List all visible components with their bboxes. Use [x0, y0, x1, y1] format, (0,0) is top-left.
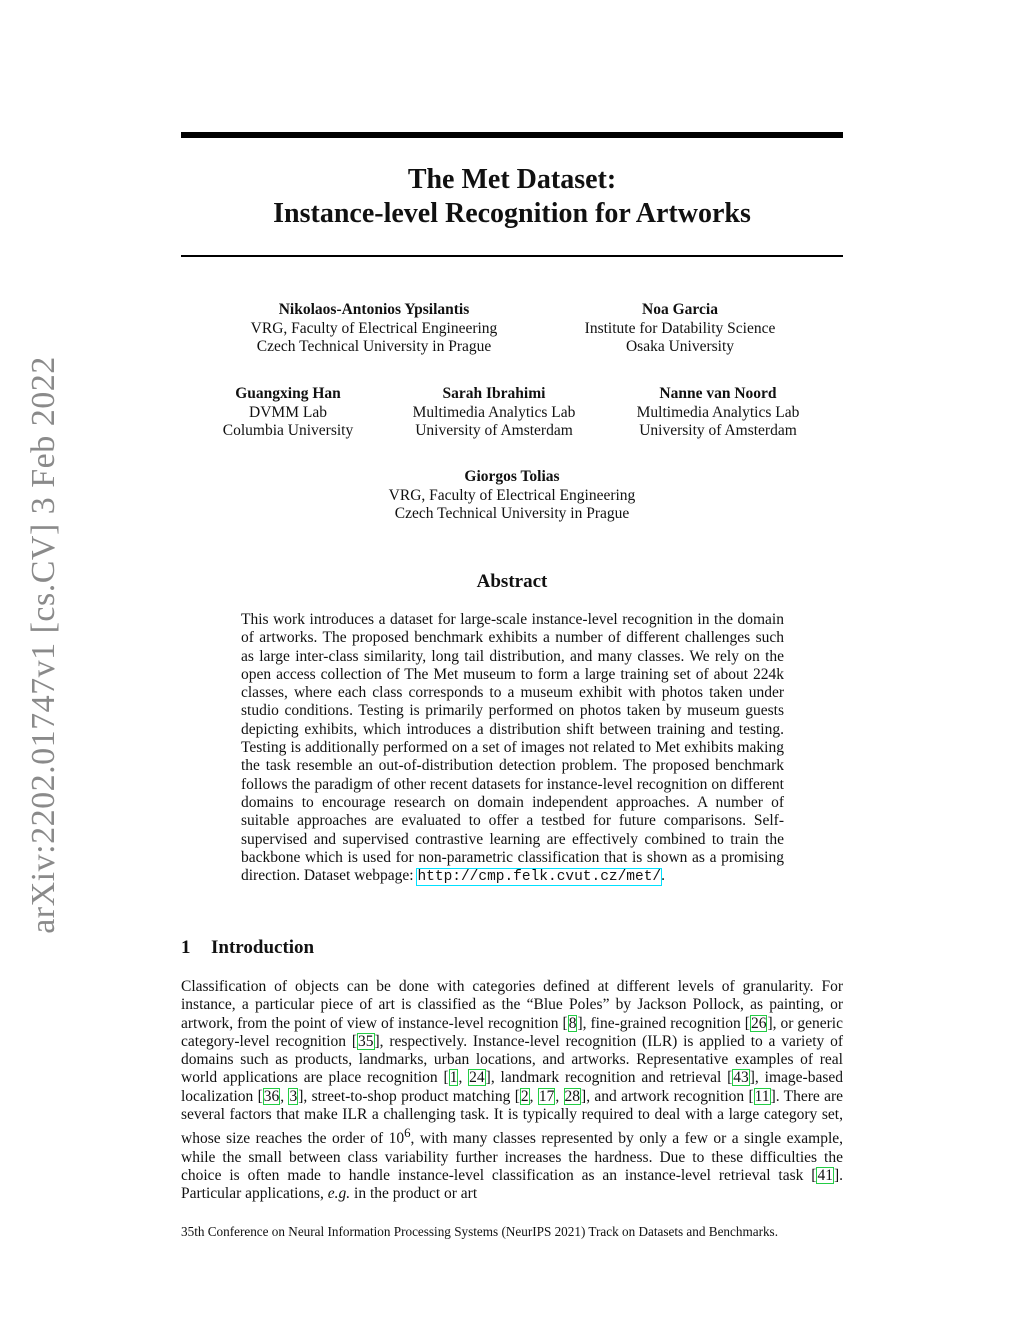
title-line-2: Instance-level Recognition for Artworks	[273, 198, 751, 229]
abstract-trail: .	[661, 867, 665, 885]
dataset-webpage-link[interactable]: http://cmp.felk.cvut.cz/met/	[417, 869, 662, 886]
citation-link[interactable]: 35	[358, 1032, 374, 1050]
intro-text: ]. There are several factors that make ILR a challenging task. It is typically required to deal with a large category set, whose size reaches the order of 10	[181, 1087, 844, 1148]
title-rule-top	[181, 132, 843, 138]
abstract-body	[241, 611, 784, 886]
intro-text: ], image-based localization [	[181, 1069, 843, 1105]
citation-link[interactable]: 41	[817, 1167, 833, 1185]
author-block	[637, 385, 800, 441]
abstract-heading: Abstract	[476, 571, 548, 592]
citation-link[interactable]: 43	[733, 1069, 749, 1087]
author-affiliation: VRG, Faculty of Electrical Engineering	[250, 319, 498, 337]
author-block	[251, 301, 498, 357]
author-block	[585, 301, 776, 357]
author-affiliation: Multimedia Analytics Lab	[636, 403, 800, 421]
citation-link[interactable]: 17	[538, 1087, 555, 1105]
intro-text: ], fine-grained recognition [	[577, 1014, 750, 1032]
intro-text: Classification of objects can be done with categories defined at different levels of granularity. For instance, a particular piece of art is classified as the “Blue Poles” by Jackson Pollock, as painting, or artwork, from the point of view of instance-level recognition [	[181, 978, 843, 1032]
conference-footnote: 35th Conference on Neural Information Processing Systems (NeurIPS 2021) Track on Datasets and Benchmarks.	[181, 1224, 778, 1239]
citation-link[interactable]: 11	[754, 1087, 770, 1105]
title-line-1: The Met Dataset:	[407, 164, 617, 195]
intro-text: ], and artwork recognition [	[581, 1087, 754, 1105]
author-name: Sarah Ibrahimi	[442, 385, 546, 402]
citation-link[interactable]: 28	[564, 1087, 581, 1105]
intro-text: ], respectively. Instance-level recognition (ILR) is applied to a variety of domains such as products, landmarks, urban locations, and artworks. Representative examples of real world applications are place recognition [	[181, 1032, 843, 1087]
author-affiliation: University of Amsterdam	[415, 422, 573, 439]
section-number: 1	[181, 937, 191, 958]
intro-text: ], street-to-shop product matching [	[298, 1087, 520, 1105]
section-heading-introduction	[181, 937, 314, 959]
author-affiliation: Columbia University	[222, 422, 354, 439]
author-affiliation: Osaka University	[625, 338, 735, 355]
author-name: Nikolaos-Antonios Ypsilantis	[278, 301, 470, 318]
exponent: 6	[404, 1125, 411, 1141]
abstract-text: This work introduces a dataset for large-scale instance-level recognition in the domain of artworks. The proposed benchmark exhibits a number of different challenges such as large inter-class similarity, long tail distribution, and many classes. We rely on the open access collection of The Met museum to form a large training set of about 224k classes, where each class corresponds to a museum exhibit with photos taken under studio conditions. Testing is primarily performed on photos taken by museum guests depicting exhibits, which introduces a distribution shift between training and testing. Testing is additionally performed on a set of images not related to Met exhibits making the task resemble an out-of-distribution detection problem. The proposed benchmark follows the paradigm of other recent datasets for instance-level recognition on different domains to encourage research on domain independent approaches. A number of suitable approaches are evaluated to offer a testbed for future comparisons. Self-supervised and supervised contrastive learning are effectively combined to train the backbone which is used for non-parametric classification that is shown as a promising direction. Dataset webpage:	[241, 611, 784, 885]
citation-link[interactable]: 24	[469, 1069, 485, 1087]
author-affiliation: VRG, Faculty of Electrical Engineering	[388, 486, 636, 504]
intro-text: ], landmark recognition and retrieval [	[485, 1069, 733, 1087]
author-affiliation: DVMM Lab	[249, 403, 327, 421]
author-name: Nanne van Noord	[659, 385, 777, 402]
intro-eg: e.g.	[327, 1185, 351, 1203]
intro-text: , with many classes represented by only a few or a single example, while the small between class variability further increases the hardness. Due to these difficulties the choice is often made to handle instance-level classification as an instance-level retrieval task [	[181, 1130, 843, 1185]
intro-text: ,	[529, 1087, 538, 1105]
author-affiliation: Czech Technical University in Prague	[256, 338, 492, 355]
author-affiliation: Multimedia Analytics Lab	[412, 403, 576, 421]
author-affiliation: University of Amsterdam	[639, 422, 797, 439]
citation-link[interactable]: 3	[289, 1087, 298, 1105]
arxiv-stamp: arXiv:2202.01747v1 [cs.CV] 3 Feb 2022	[25, 356, 62, 934]
citation-link[interactable]: 36	[263, 1087, 280, 1105]
title-rule-bottom	[181, 255, 843, 257]
author-affiliation: Institute for Datability Science	[584, 319, 776, 337]
author-block	[223, 385, 353, 441]
author-affiliation: Czech Technical University in Prague	[394, 505, 630, 522]
author-block	[413, 385, 576, 441]
intro-text: ,	[280, 1087, 289, 1105]
intro-text: ], or generic category-level recognition [	[181, 1014, 843, 1050]
author-name: Giorgos Tolias	[464, 468, 560, 485]
author-name: Guangxing Han	[235, 385, 341, 402]
citation-link[interactable]: 8	[568, 1014, 577, 1032]
paper-title	[181, 163, 843, 231]
author-name: Noa Garcia	[642, 301, 718, 318]
intro-text: in the product or art	[350, 1185, 478, 1203]
intro-text: ,	[555, 1087, 564, 1105]
citation-link[interactable]: 1	[449, 1069, 458, 1087]
author-block	[389, 468, 636, 524]
section-title: Introduction	[211, 937, 315, 958]
introduction-body	[181, 978, 843, 1204]
citation-link[interactable]: 2	[520, 1087, 529, 1105]
intro-text: ,	[458, 1069, 469, 1087]
citation-link[interactable]: 26	[750, 1014, 767, 1032]
intro-text: ]. Particular applications,	[181, 1167, 843, 1203]
